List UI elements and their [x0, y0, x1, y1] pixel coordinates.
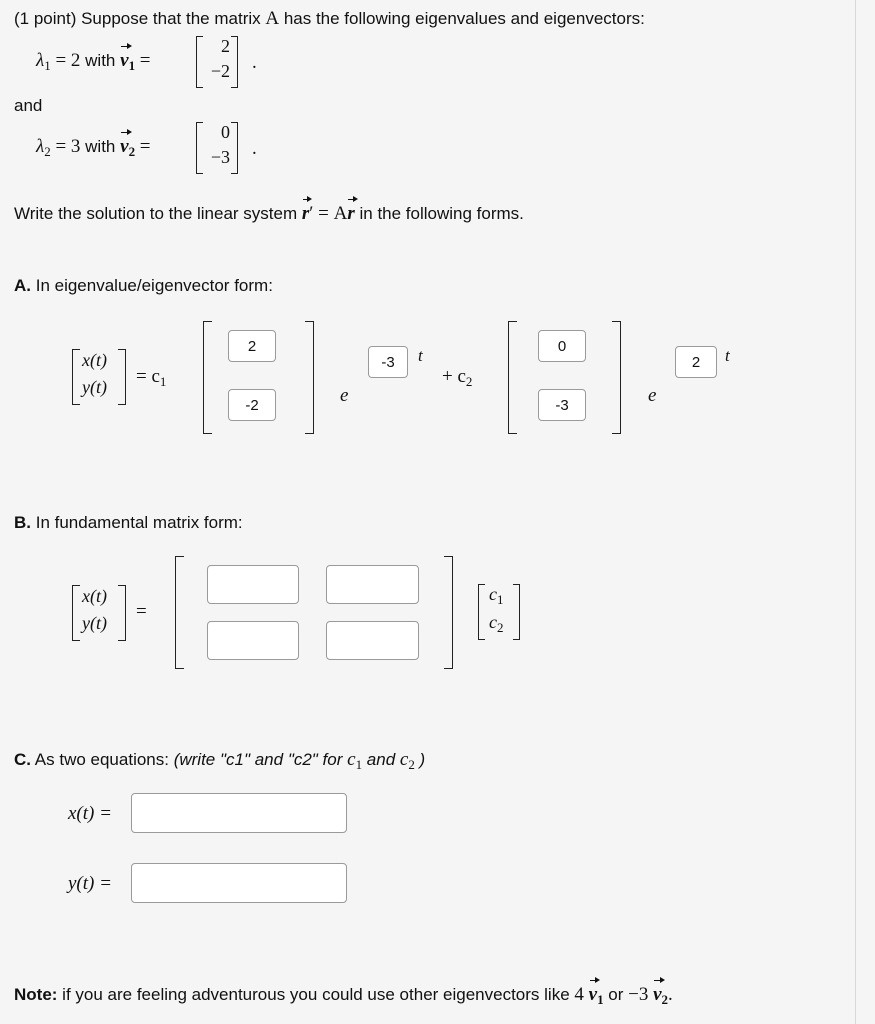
lambda-symbol: λ: [36, 136, 45, 157]
period: .: [252, 52, 257, 73]
and-text: and: [14, 96, 43, 115]
eigenvector-2: [196, 122, 238, 174]
part-a-heading: [14, 276, 273, 296]
lambda-subscript: 2: [44, 144, 51, 159]
part-b-label: B.: [14, 513, 31, 532]
y-of-t: y(t): [82, 377, 107, 397]
x-of-t: x(t): [82, 350, 107, 370]
c1-entry: [489, 584, 504, 608]
with-text: with: [85, 51, 116, 70]
fundamental-matrix-cell-2-1[interactable]: [207, 621, 299, 660]
eigenvector-entry: −3: [210, 147, 230, 167]
c2-entry: [489, 612, 504, 636]
exp-variable-t: t: [725, 346, 730, 365]
system-prefix: Write the solution to the linear system: [14, 204, 302, 223]
scalar-minus-3: −3: [628, 984, 649, 1005]
eigenvector-1-top-input[interactable]: 2: [228, 330, 276, 362]
eigenvector-2-top-input[interactable]: 0: [538, 330, 586, 362]
plus-c2: [442, 366, 472, 390]
close-paren: ): [414, 750, 426, 769]
note-text: [14, 984, 673, 1008]
left-bracket: [508, 321, 517, 434]
part-b-title: In fundamental matrix form:: [31, 513, 243, 532]
eigenvector-entry: 2: [221, 36, 230, 56]
vector-r-symbol: r: [347, 203, 355, 224]
prime-mark: ′: [309, 203, 314, 224]
y-equation-input[interactable]: [131, 863, 347, 903]
eigenvalue-1: [36, 50, 151, 74]
or-text: or: [603, 985, 629, 1004]
x-equation-input[interactable]: [131, 793, 347, 833]
c1-letter: c: [489, 584, 497, 604]
eigenvalue-value: 2: [70, 50, 81, 71]
eigenvector-entry: −2: [210, 61, 230, 81]
period: .: [668, 984, 673, 1005]
intro-text: [14, 8, 645, 30]
constants-vector: [478, 584, 520, 640]
equals-sign: =: [139, 136, 151, 157]
eigenvector-1-bottom-input[interactable]: -2: [228, 389, 276, 421]
c1-subscript: 1: [497, 592, 504, 607]
vector-r-symbol: r: [301, 203, 310, 224]
vector-v1-symbol: v: [120, 50, 129, 71]
note-body: if you are feeling adventurous you could use other eigenvectors like: [57, 985, 575, 1004]
exp-variable-t: t: [418, 346, 423, 365]
xy-vector: [72, 585, 126, 641]
exponent-2-input[interactable]: 2: [675, 346, 717, 378]
c1-subscript: 1: [159, 374, 167, 389]
eigenvector-1: [196, 36, 238, 88]
exp-base-e: e: [340, 385, 349, 406]
left-bracket: [175, 556, 184, 669]
fundamental-matrix-cell-1-1[interactable]: [207, 565, 299, 604]
left-bracket: [203, 321, 212, 434]
lambda-subscript: 1: [44, 58, 51, 73]
c2-subscript: 2: [408, 757, 415, 772]
c2-letter: c: [399, 749, 409, 770]
intro-suffix: has the following eigenvalues and eigenvectors:: [279, 9, 645, 28]
fundamental-matrix-cell-1-2[interactable]: [326, 565, 419, 604]
equals-sign: =: [136, 601, 147, 622]
lambda-symbol: λ: [36, 50, 45, 71]
vector-subscript: 2: [128, 144, 136, 159]
equals-sign: =: [318, 203, 329, 224]
xy-vector: [72, 349, 126, 405]
right-bracket: [305, 321, 314, 434]
plus-c2-text: + c: [442, 366, 466, 387]
equals-sign: =: [139, 50, 151, 71]
and-text: and: [362, 750, 400, 769]
matrix-symbol: A: [333, 203, 348, 224]
x-equation-label: x(t) =: [68, 803, 112, 824]
part-c-title: As two equations:: [31, 750, 174, 769]
vector-v2-symbol: v: [120, 136, 129, 157]
fundamental-matrix-cell-2-2[interactable]: [326, 621, 419, 660]
c1-letter: c: [347, 749, 356, 770]
right-bracket: [444, 556, 453, 669]
y-of-t: y(t): [82, 613, 107, 633]
eigenvector-2-bottom-input[interactable]: -3: [538, 389, 586, 421]
part-c-label: C.: [14, 750, 31, 769]
c2-subscript: 2: [465, 374, 473, 389]
note-label: Note:: [14, 985, 58, 1004]
intro-prefix: (1 point) Suppose that the matrix: [14, 9, 266, 28]
eigenvalue-value: 3: [70, 136, 81, 157]
part-b-heading: [14, 513, 243, 533]
system-text: [14, 203, 524, 225]
period: .: [252, 138, 257, 159]
scalar-4: 4: [574, 984, 584, 1005]
y-equation-label: y(t) =: [68, 873, 112, 894]
part-a-title: In eigenvalue/eigenvector form:: [31, 276, 273, 295]
vector-v2-symbol: v: [653, 984, 662, 1005]
part-c-instruction: (write "c1" and "c2" for: [173, 750, 348, 769]
c2-letter: c: [489, 612, 497, 632]
vector-subscript: 1: [597, 992, 604, 1007]
part-c-heading: [14, 749, 425, 773]
x-of-t: x(t): [82, 586, 107, 606]
exp-base-e: e: [648, 385, 657, 406]
c2-subscript: 2: [497, 620, 504, 635]
part-a-label: A.: [14, 276, 31, 295]
with-text: with: [85, 137, 116, 156]
equals-sign: =: [55, 136, 67, 157]
eigenvector-entry: 0: [221, 122, 230, 142]
vector-v1-symbol: v: [588, 984, 598, 1005]
equals-sign: =: [55, 50, 67, 71]
equals-c1-text: = c: [136, 366, 160, 387]
vector-subscript: 2: [661, 992, 669, 1007]
vector-subscript: 1: [128, 58, 136, 73]
exponent-1-input[interactable]: -3: [368, 346, 408, 378]
system-suffix: in the following forms.: [354, 204, 524, 223]
matrix-symbol: A: [265, 8, 280, 29]
right-bracket: [612, 321, 621, 434]
c1-subscript: 1: [355, 757, 363, 772]
eigenvalue-2: [36, 136, 151, 160]
equals-c1: [136, 366, 166, 390]
